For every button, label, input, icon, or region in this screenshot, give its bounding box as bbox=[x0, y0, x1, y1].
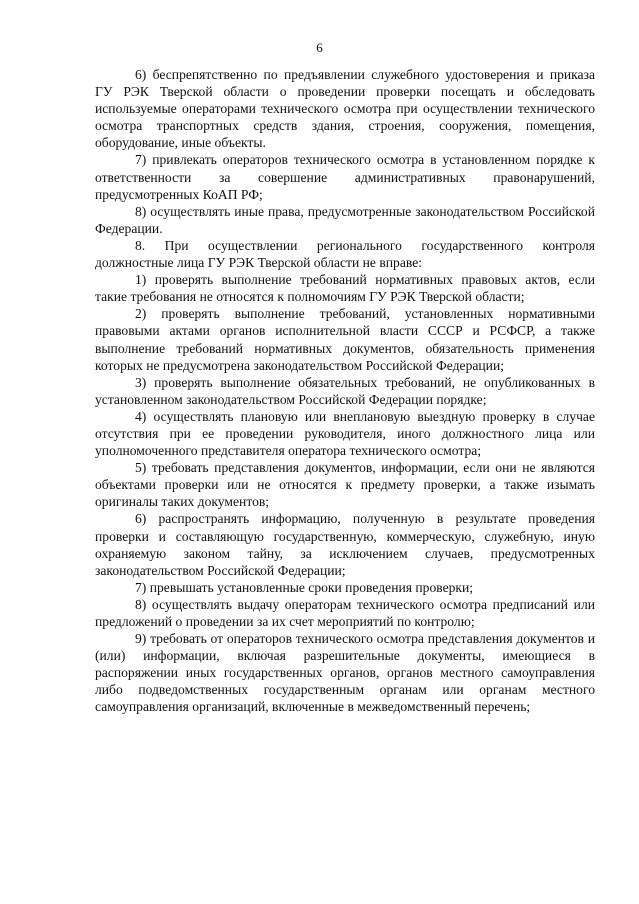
paragraph-right-8: 8) осуществлять иные права, предусмотренные законодательством Российской Федерации. bbox=[95, 203, 595, 236]
paragraph-section-8: 8. При осуществлении регионального государственного контроля должностные лица ГУ РЭК Тверской области не вправе: bbox=[95, 237, 595, 271]
paragraph-prohibition-7: 7) превышать установленные сроки проведения проверки; bbox=[135, 579, 474, 595]
paragraph-prohibition-5: 5) требовать представления документов, информации, если они не являются объектами проверки или не относятся к предмету проверки, а также изымать оригиналы таких документов; bbox=[95, 460, 595, 510]
paragraph-prohibition-9: 9) требовать от операторов технического осмотра представления документов и (или) информации, включая разрешительные документы, имеющиеся в распоряжении иных государственных органов, органов местного самоуправления либо подведомственных государственным органам или органам местного самоуправления организаций, включенные в межведомственный перечень; bbox=[95, 631, 595, 715]
document-body bbox=[95, 66, 595, 716]
paragraph-prohibition-2: 2) проверять выполнение требований, установленных нормативными правовыми актами органов исполнительной власти СССР и РСФСР, а также выполнение требований нормативных документов, обязательность применения которых не предусмотрена законодательством Российской Федерации; bbox=[95, 306, 595, 373]
paragraph-right-7: 7) привлекать операторов технического осмотра в установленном порядке к ответственности за совершение административных правонарушений, предусмотренных КоАП РФ; bbox=[95, 152, 595, 202]
paragraph-prohibition-4: 4) осуществлять плановую или внеплановую выездную проверку в случае отсутствия при ее проведении руководителя, иного должностного лица или уполномоченного представителя оператора технического осмотра; bbox=[95, 408, 595, 459]
paragraph-prohibition-3: 3) проверять выполнение обязательных требований, не опубликованных в установленном законодательством Российской Федерации порядке; bbox=[95, 374, 595, 407]
paragraph-prohibition-1: 1) проверять выполнение требований нормативных правовых актов, если такие требования не относятся к полномочиям ГУ РЭК Тверской области; bbox=[95, 272, 595, 305]
page-number: 6 bbox=[316, 40, 323, 55]
paragraph-prohibition-6: 6) распространять информацию, полученную в результате проведения проверки и составляющую государственную, коммерческую, служебную, иную охраняемую законом тайну, за исключением случаев, предусмотренных законодательством Российской Федерации; bbox=[95, 511, 595, 578]
paragraph-right-6: 6) беспрепятственно по предъявлении служебного удостоверения и приказа ГУ РЭК Тверской области о проведении проверки посещать и обследовать используемые операторами технического осмотра при осуществлении технического осмотра транспортных средств здания, строения, сооружения, помещения, оборудование, иные объекты. bbox=[95, 67, 595, 151]
paragraph-prohibition-8: 8) осуществлять выдачу операторам технического осмотра предписаний или предложений о проведении за их счет мероприятий по контролю; bbox=[95, 596, 595, 629]
